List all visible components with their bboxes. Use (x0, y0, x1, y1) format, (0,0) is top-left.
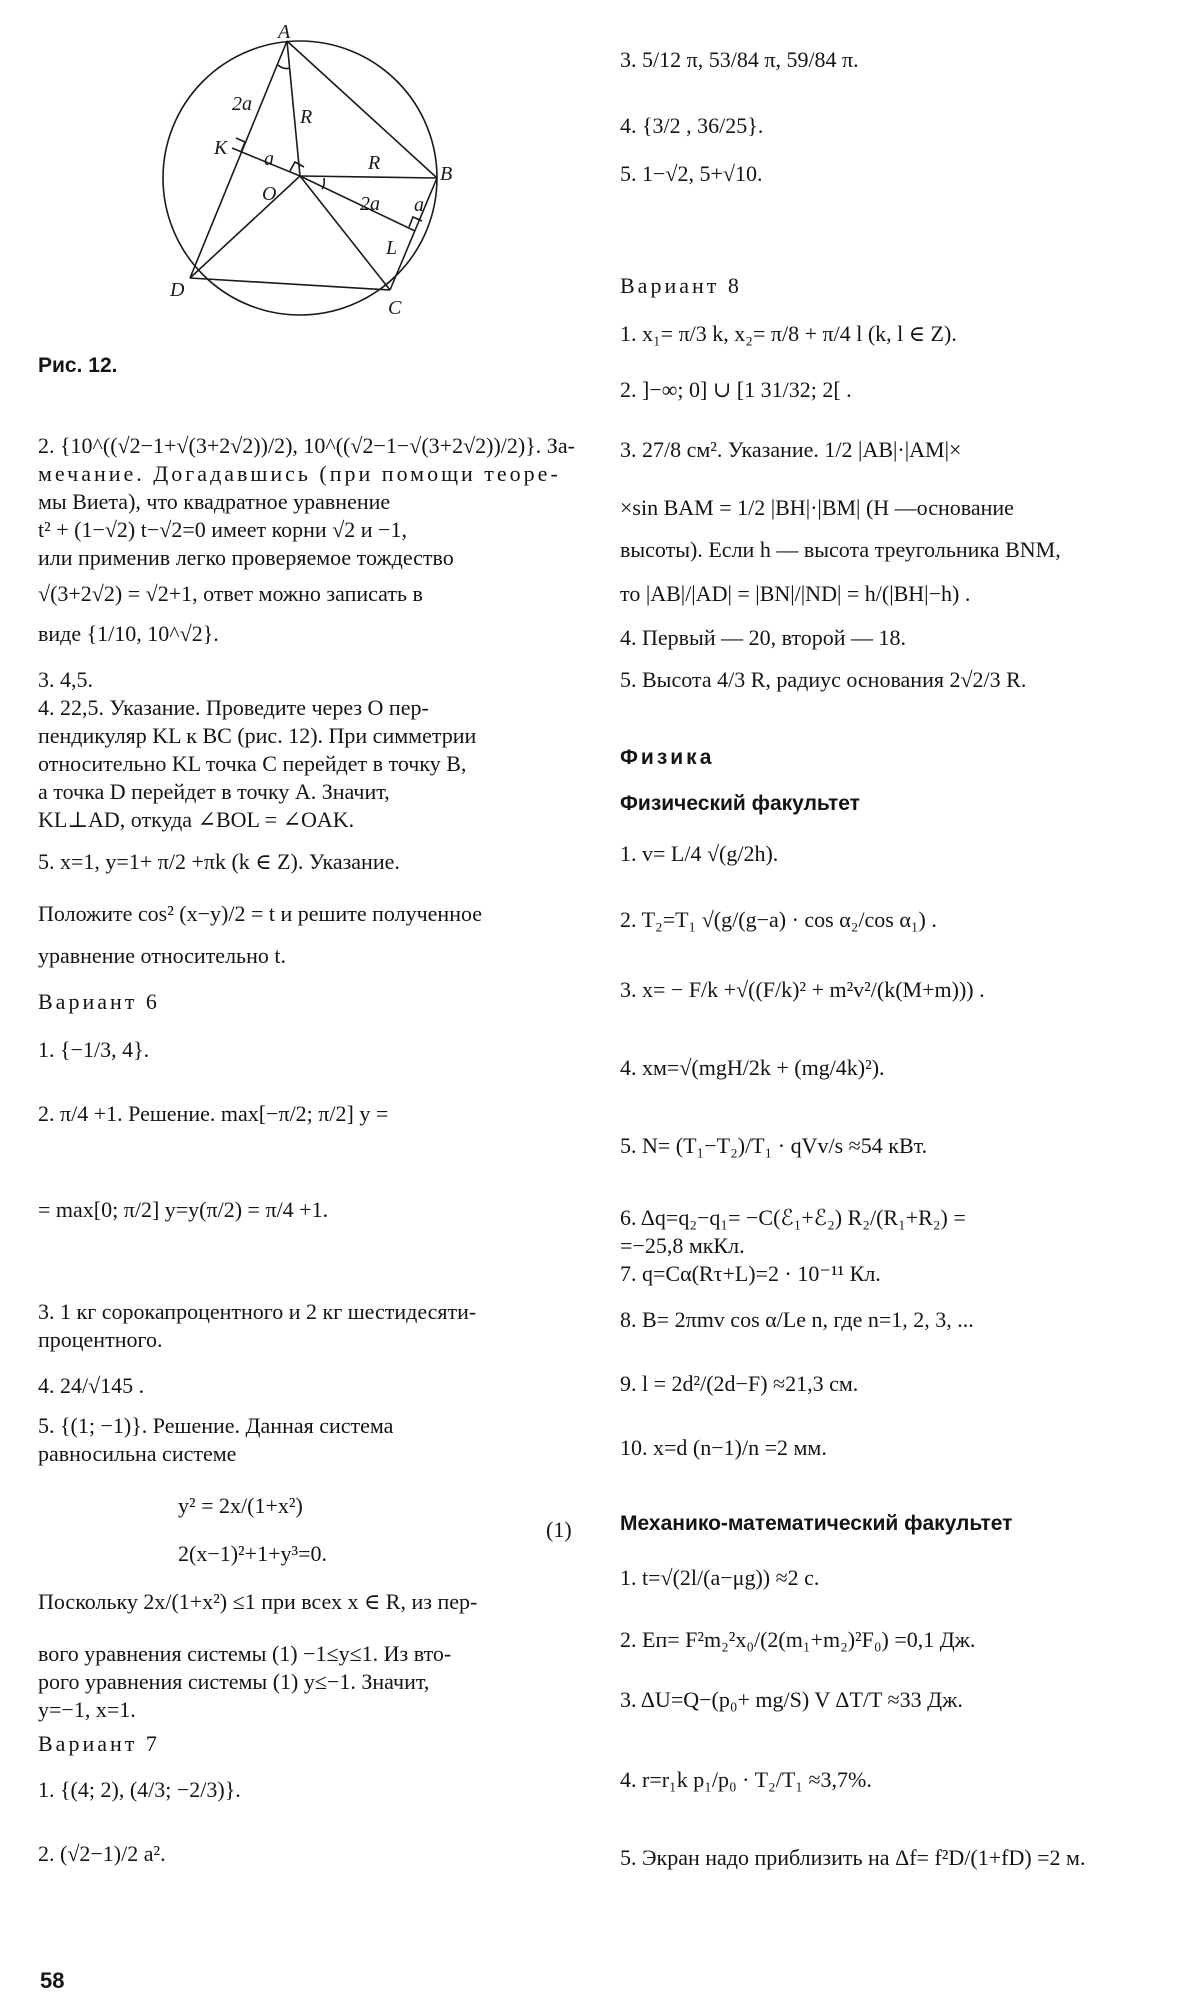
physics-answer-1: 1. v= L/4 √(g/2h). (620, 841, 779, 866)
physics-answer-5: 5. N= (T₁−T₂)/T₁ · qVv/s ≈54 кВт. (620, 1133, 928, 1158)
answer-5-2-note: мечание. Догадавшись (при помощи теоре- (38, 461, 561, 486)
answer-7-2: 2. (√2−1)/2 a². (38, 1841, 166, 1866)
answer-8-3: 3. 27/8 см². Указание. 1/2 |AB|·|AM|× (620, 437, 962, 462)
mechmath-answer-5: 5. Экран надо приблизить на Δf= f²D/(1+fD) =2 м. (620, 1845, 1086, 1870)
answer-6-2: 2. π/4 +1. Решение. max[−π/2; π/2] y = (38, 1101, 389, 1126)
answer-5-2-note-line: t² + (1−√2) t−√2=0 имеет корни √2 и −1, (38, 517, 407, 542)
physics-answer-8: 8. B= 2πmv cos α/Le n, где n=1, 2, 3, ... (620, 1307, 974, 1332)
answer-6-3: 3. 1 кг сорокапроцентного и 2 кг шестидесяти- (38, 1299, 477, 1324)
point-l: L (386, 237, 398, 259)
answer-5-2-note-line: мы Виета), что квадратное уравнение (38, 489, 391, 514)
physics-answer-3: 3. x= − F/k +√((F/k)² + m²v²/(k(M+m))) . (620, 977, 985, 1002)
answer-5-5: 5. x=1, y=1+ π/2 +πk (k ∈ Z). Указание. (38, 849, 400, 874)
answer-6-5-line: вого уравнения системы (1) −1≤y≤1. Из вто- (38, 1641, 452, 1666)
physics-answer-7: 7. q=Cα(Rτ+L)=2 · 10⁻¹¹ Кл. (620, 1261, 881, 1286)
segment-ol (300, 176, 415, 231)
segment-od (190, 176, 300, 278)
variant-7-heading: Вариант 7 (38, 1731, 160, 1756)
label-a-ok: a (264, 148, 274, 170)
angle-arc-o (322, 178, 324, 189)
answer-6-5-line: y=−1, x=1. (38, 1697, 136, 1722)
point-k: K (214, 137, 228, 159)
system-eq-1: y² = 2x/(1+x²) (178, 1493, 303, 1518)
answer-7-5: 5. 1−√2, 5+√10. (620, 161, 763, 186)
geometry-figure (150, 21, 453, 328)
mechmath-answer-3: 3. ΔU=Q−(p₀+ mg/S) V ΔT/T ≈33 Дж. (620, 1687, 963, 1712)
physics-heading: Физика (620, 746, 715, 769)
physics-faculty-heading: Физический факультет (620, 792, 860, 815)
physics-answer-9: 9. l = 2d²/(2d−F) ≈21,3 см. (620, 1371, 859, 1396)
physics-answer-6: 6. Δq=q₂−q₁= −C(ℰ₁+ℰ₂) R₂/(R₁+R₂) = (620, 1205, 966, 1230)
answer-5-4-line: KL⊥AD, откуда ∠BOL = ∠OAK. (38, 807, 355, 832)
answer-8-3-line: ×sin BAM = 1/2 |BH|·|BM| (H —основание (620, 495, 1014, 520)
point-o: O (262, 183, 277, 205)
answer-7-4: 4. {3/2 , 36/25}. (620, 113, 764, 138)
answer-5-3: 3. 4,5. (38, 667, 93, 692)
answer-6-4: 4. 24/√145 . (38, 1373, 145, 1398)
angle-arc-a (278, 65, 290, 69)
answer-5-5-line: Положите cos² (x−y)/2 = t и решите полученное (38, 901, 482, 926)
variant-6-heading: Вариант 6 (38, 989, 160, 1014)
point-c: C (388, 297, 402, 319)
mechmath-answer-4: 4. r=r₁k p₁/p₀ · T₂/T₁ ≈3,7%. (620, 1767, 872, 1792)
label-a-lb: a (414, 194, 424, 216)
physics-answer-2: 2. T₂=T₁ √(g/(g−a) · cos α₂/cos α₁) . (620, 907, 937, 932)
label-2a-ol: 2a (360, 193, 380, 215)
answer-8-3-line: то |AB|/|AD| = |BN|/|ND| = h/(|BH|−h) . (620, 581, 971, 606)
answer-6-5: 5. {(1; −1)}. Решение. Данная система (38, 1413, 394, 1438)
point-a: A (278, 21, 291, 43)
chord-dc (190, 278, 390, 290)
answer-5-4-line: относительно KL точка C перейдет в точку B, (38, 751, 467, 776)
answer-5-4: 4. 22,5. Указание. Проведите через O пер- (38, 695, 429, 720)
answer-8-3-line: высоты). Если h — высота треугольника BNM, (620, 537, 1061, 562)
system-eq-number: (1) (546, 1517, 572, 1542)
physics-answer-4: 4. xм=√(mgH/2k + (mg/4k)²). (620, 1055, 885, 1080)
answer-5-5-line: уравнение относительно t. (38, 943, 286, 968)
label-r-ob: R (368, 152, 381, 174)
mechmath-answer-2: 2. Eп= F²m₂²x₀/(2(m₁+m₂)²F₀) =0,1 Дж. (620, 1627, 976, 1652)
mechmath-faculty-heading: Механико-математический факультет (620, 1512, 1013, 1535)
system-eq-2: 2(x−1)²+1+y³=0. (178, 1541, 327, 1566)
point-b: B (440, 163, 453, 185)
answer-5-2-note-line: √(3+2√2) = √2+1, ответ можно записать в (38, 581, 423, 606)
answer-6-1: 1. {−1/3, 4}. (38, 1037, 150, 1062)
answer-6-5-line: Поскольку 2x/(1+x²) ≤1 при всех x ∈ R, из пер- (38, 1589, 478, 1614)
answer-7-1: 1. {(4; 2), (4/3; −2/3)}. (38, 1777, 241, 1802)
answer-5-2-note-line: или применив легко проверяемое тождество (38, 545, 454, 570)
figure-caption: Рис. 12. (38, 354, 118, 377)
right-angle-o (290, 162, 304, 171)
physics-answer-6-line: =−25,8 мкКл. (620, 1233, 745, 1258)
answer-8-2: 2. ]−∞; 0] ∪ [1 31/32; 2[ . (620, 377, 852, 402)
segment-ob (300, 176, 437, 178)
answer-6-5-line: равносильна системе (38, 1441, 237, 1466)
mechmath-answer-1: 1. t=√(2l/(a−μg)) ≈2 с. (620, 1565, 820, 1590)
answer-5-2: 2. {10^((√2−1+√(3+2√2))/2), 10^((√2−1−√(3+2√2))/2)}. За- (38, 433, 575, 458)
label-2a-ak: 2a (232, 93, 252, 115)
answer-8-1: 1. x₁= π/3 k, x₂= π/8 + π/4 l (k, l ∈ Z). (620, 321, 957, 346)
page-number: 58 (40, 1968, 65, 1993)
physics-answer-10: 10. x=d (n−1)/n =2 мм. (620, 1435, 827, 1460)
point-d: D (170, 279, 185, 301)
answer-5-2-note-line: виде {1/10, 10^√2}. (38, 621, 219, 646)
answer-5-4-line: а точка D перейдет в точку A. Значит, (38, 779, 390, 804)
variant-8-heading: Вариант 8 (620, 273, 742, 298)
answer-6-5-line: рого уравнения системы (1) y≤−1. Значит, (38, 1669, 430, 1694)
answer-6-2-line: = max[0; π/2] y=y(π/2) = π/4 +1. (38, 1197, 329, 1222)
segment-oa (287, 41, 300, 176)
answer-7-3: 3. 5/12 π, 53/84 π, 59/84 π. (620, 47, 859, 72)
answer-6-3-line: процентного. (38, 1327, 163, 1352)
answer-8-5: 5. Высота 4/3 R, радиус основания 2√2/3 R. (620, 667, 1027, 692)
answer-5-4-line: пендикуляр KL к BC (рис. 12). При симметрии (38, 723, 477, 748)
label-r-oa: R (300, 106, 313, 128)
answer-8-4: 4. Первый — 20, второй — 18. (620, 625, 907, 650)
